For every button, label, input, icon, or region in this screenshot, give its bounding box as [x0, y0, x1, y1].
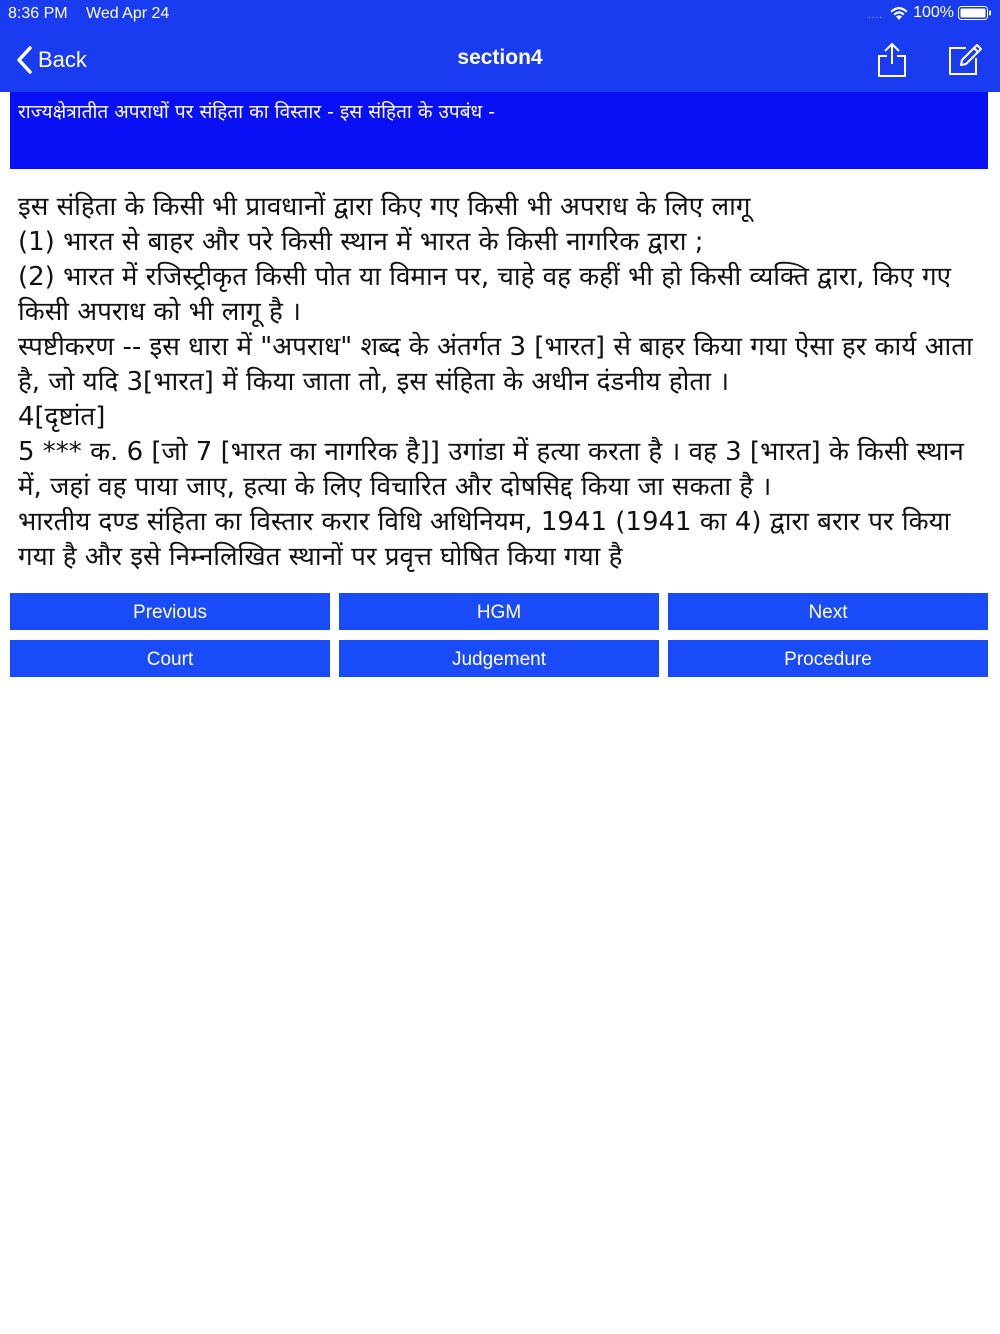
battery-percentage: 100% — [913, 4, 954, 21]
content-line: (1) भारत से बाहर और परे किसी स्थान में भारत के किसी नागरिक द्वारा ; — [18, 227, 704, 257]
section-header — [10, 92, 988, 169]
content-line: (2) भारत में रजिस्ट्रीकृत किसी पोत या विमान पर, चाहे वह कहीं भी हो किसी व्यक्ति द्वारा, किए गए किसी अपराध को भी लागू है । — [18, 262, 951, 327]
back-button[interactable] — [14, 42, 87, 78]
battery-icon — [958, 5, 992, 21]
previous-button[interactable]: Previous — [10, 593, 330, 630]
court-button[interactable]: Court — [10, 640, 330, 677]
share-icon[interactable] — [874, 40, 910, 80]
next-button[interactable]: Next — [668, 593, 988, 630]
section-content — [18, 190, 984, 575]
content-line: इस संहिता के किसी भी प्रावधानों द्वारा किए गए किसी भी अपराध के लिए लागू — [18, 192, 751, 222]
judgement-button[interactable]: Judgement — [339, 640, 659, 677]
content-line: 5 *** क. 6 [जो 7 [भारत का नागरिक है]] उगांडा में हत्या करता है । वह 3 [भारत] के किसी स्थान में, जहां वह पाया जाए, हत्या के लिए विचारित और दोषसिद्द किया जा सकता है । — [18, 437, 964, 502]
content-line: भारतीय दण्ड संहिता का विस्तार करार विधि अधिनियम, 1941 (1941 का 4) द्वारा बरार पर किया गया है और इसे निम्नलिखित स्थानों पर प्रवृत्त घोषित किया गया है — [18, 507, 951, 572]
button-row-categories — [10, 640, 988, 678]
hgm-button[interactable]: HGM — [339, 593, 659, 630]
chevron-left-icon — [14, 45, 34, 75]
back-label: Back — [38, 47, 87, 72]
signal-dots: .... — [867, 9, 884, 21]
status-date: Wed Apr 24 — [86, 5, 170, 22]
wifi-icon — [889, 5, 909, 21]
status-indicators — [868, 4, 992, 22]
button-row-navigation — [10, 593, 988, 631]
navigation-bar — [0, 28, 1000, 92]
section-header-text: राज्यक्षेत्रातीत अपराधों पर संहिता का विस्तार - इस संहिता के उपबंध - — [18, 101, 496, 123]
procedure-button[interactable]: Procedure — [668, 640, 988, 677]
edit-icon[interactable] — [944, 40, 984, 80]
status-time: 8:36 PM — [8, 5, 68, 22]
content-line: 4[दृष्टांत] — [18, 402, 106, 432]
page-title: section4 — [457, 46, 543, 69]
status-bar — [0, 0, 1000, 28]
content-line: स्पष्टीकरण -- इस धारा में "अपराध" शब्द के अंतर्गत 3 [भारत] से बाहर किया गया ऐसा हर कार्य आता है, जो यदि 3[भारत] में किया जाता तो, इस संहिता के अधीन दंडनीय होता । — [18, 332, 973, 397]
